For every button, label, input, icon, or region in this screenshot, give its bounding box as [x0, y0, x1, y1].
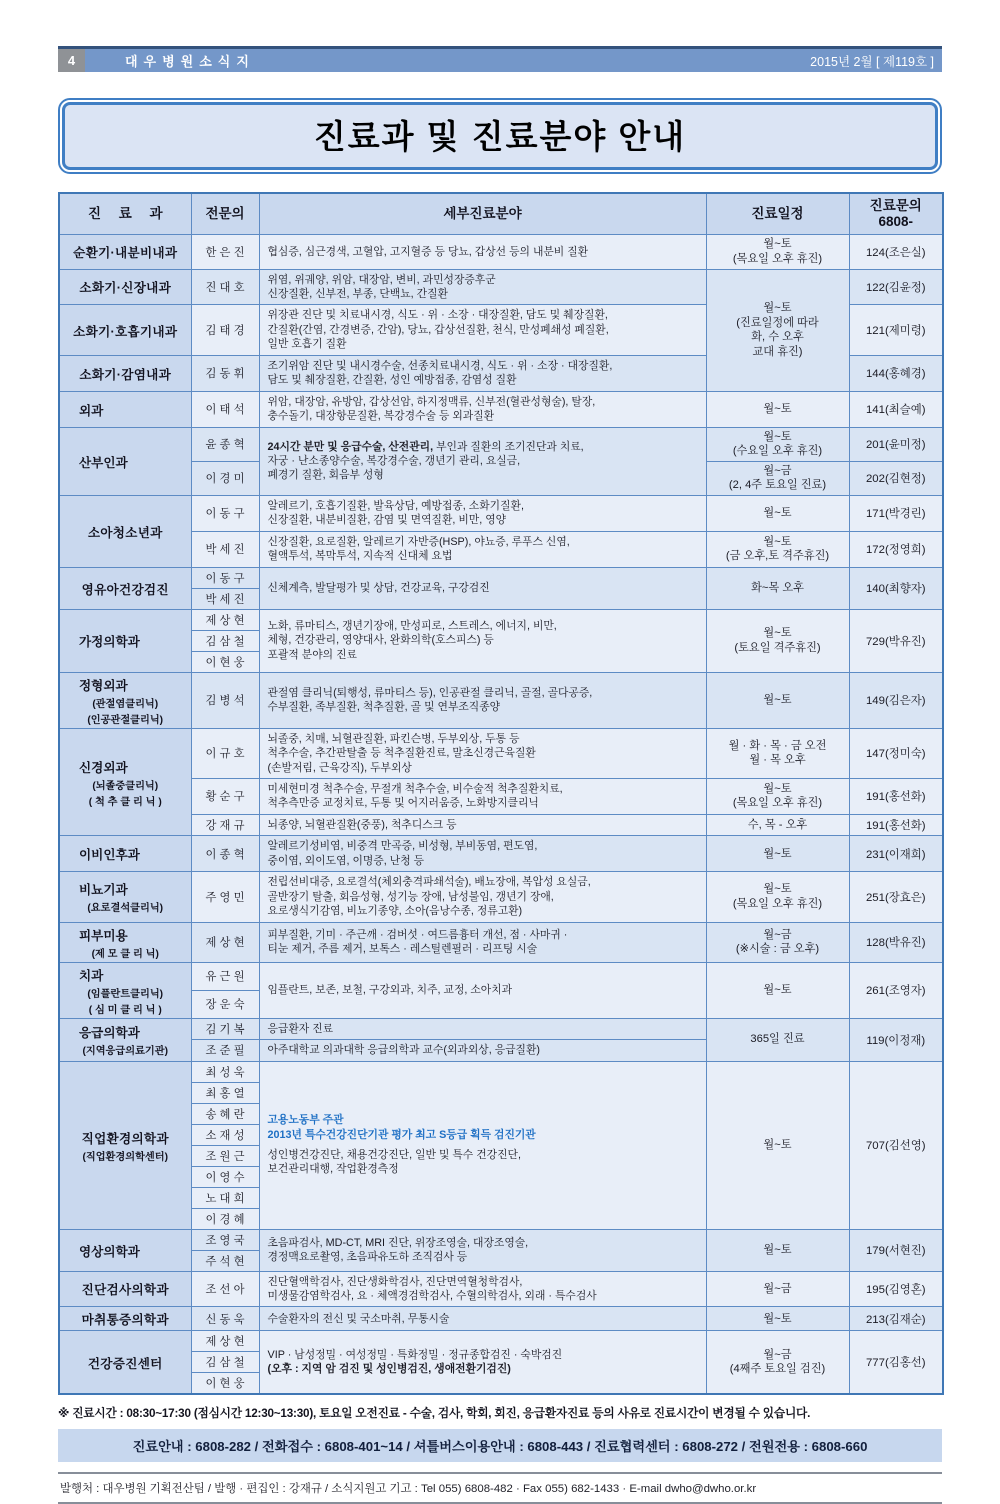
- column-header-2: 세부진료분야: [259, 193, 706, 235]
- page-title: 진료과 및 진료분야 안내: [62, 102, 938, 170]
- issue-label: 2015년 2월 [ 제119호 ]: [810, 54, 934, 69]
- schedule-cell: 월~토: [706, 672, 849, 728]
- hours-note: ※ 진료시간 : 08:30~17:30 (점심시간 12:30~13:30), 토요일 오전진료 - 수술, 검사, 학회, 회진, 응급환자진료 등의 사유로 진료시간이 변경될 수 있습니다.: [58, 1407, 811, 1421]
- contact-cell: 179(서현진): [849, 1229, 943, 1271]
- table-row: [59, 1018, 943, 1039]
- doctor-cell: 장 운 숙: [191, 990, 259, 1018]
- contact-cell: 213(김재순): [849, 1307, 943, 1331]
- doctor-cell: 제 상 현: [191, 609, 259, 630]
- schedule-cell: 월~토 (수요일 오후 휴진): [706, 427, 849, 461]
- publisher-footer: 발행처 : 대우병원 기획전산팀 / 발행 · 편집인 : 강재규 / 소식지원고 기고 : Tel 055) 6808-482 · Fax 055) 682-1433 · E-mail dwho@dwho.or.kr: [58, 1472, 942, 1504]
- column-header-0: 진 료 과: [59, 193, 191, 235]
- contact-cell: 121(제미령): [849, 305, 943, 355]
- doctor-cell: 김 삼 철: [191, 630, 259, 651]
- details-cell: 뇌졸중, 치매, 뇌혈관질환, 파킨슨병, 두부외상, 두통 등 척추수술, 추간판탈출 등 척추질환진료, 말초신경근육질환 (손발저림, 근육강직), 두부외상: [259, 728, 706, 778]
- doctor-cell: 조 준 필: [191, 1040, 259, 1061]
- table-row: [59, 269, 943, 305]
- table-row: [59, 1331, 943, 1352]
- details-cell: 신장질환, 요로질환, 알레르기 자반증(HSP), 야뇨증, 루푸스 신염, 혈액투석, 복막투석, 지속적 신대체 요법: [259, 531, 706, 567]
- department-cell: 직업환경의학과 (직업환경의학센터): [59, 1061, 191, 1229]
- doctor-cell: 이 규 호: [191, 728, 259, 778]
- contact-cell: 140(최향자): [849, 567, 943, 609]
- department-cell: 정형외과 (관절염클리닉) (인공관절클리닉): [59, 672, 191, 728]
- table-row: [59, 609, 943, 630]
- contact-cell: 172(정영희): [849, 531, 943, 567]
- table-row: [59, 1229, 943, 1250]
- department-cell: 신경외과 (뇌졸중클리닉) ( 척 추 클 리 닉 ): [59, 728, 191, 836]
- table-row: [59, 872, 943, 922]
- details-cell: 위염, 위궤양, 위암, 대장암, 변비, 과민성장증후군 신장질환, 신부전, 부종, 단백뇨, 간질환: [259, 269, 706, 305]
- doctor-cell: 강 재 규: [191, 814, 259, 835]
- table-header-row: [59, 193, 943, 235]
- doctor-cell: 최 성 욱: [191, 1061, 259, 1082]
- details-cell: 피부질환, 기미 · 주근깨 · 검버섯 · 여드름흉터 개선, 점 · 사마귀 · 티눈 제거, 주름 제거, 보톡스 · 레스틸렌필러 · 리프팅 시술: [259, 922, 706, 962]
- doctor-cell: 김 동 휘: [191, 355, 259, 391]
- details-cell: 임플란트, 보존, 보철, 구강외과, 치주, 교정, 소아치과: [259, 962, 706, 1018]
- contact-cell: 195(김영혼): [849, 1271, 943, 1307]
- department-cell: 영유아건강검진: [59, 567, 191, 609]
- doctor-cell: 송 혜 란: [191, 1103, 259, 1124]
- schedule-cell: 월~금 (2, 4주 토요일 진료): [706, 461, 849, 495]
- table-row: [59, 728, 943, 778]
- doctor-cell: 윤 종 혁: [191, 427, 259, 461]
- doctor-cell: 이 경 혜: [191, 1208, 259, 1229]
- table-row: [59, 567, 943, 588]
- details-cell: 협심증, 심근경색, 고혈압, 고지혈증 등 당뇨, 갑상선 등의 내분비 질환: [259, 235, 706, 269]
- doctor-cell: 김 기 복: [191, 1018, 259, 1039]
- department-cell: 이비인후과: [59, 836, 191, 872]
- schedule-cell: 월~금: [706, 1271, 849, 1307]
- doctor-cell: 조 원 근: [191, 1145, 259, 1166]
- table-row: [59, 427, 943, 461]
- schedule-cell: 월~토 (목요일 오후 휴진): [706, 872, 849, 922]
- doctor-cell: 이 현 웅: [191, 1373, 259, 1395]
- page-number: 4: [58, 49, 85, 72]
- details-cell: 전립선비대증, 요로결석(체외충격파쇄석술), 배뇨장애, 복압성 요실금, 골반장기 탈출, 회음성형, 성기능 장애, 남성불임, 갱년기 장애, 요로생식기감염, 비뇨기종양, 소아(음낭수종, 정류고환): [259, 872, 706, 922]
- schedule-cell: 월~토 (토요일 격주휴진): [706, 609, 849, 672]
- doctor-cell: 조 선 아: [191, 1271, 259, 1307]
- table-row: [59, 495, 943, 531]
- contact-cell: 144(홍혜경): [849, 355, 943, 391]
- details-cell: 위암, 대장암, 유방암, 갑상선암, 하지정맥류, 신부전(혈관성형술), 탈장, 충수돌기, 대장항문질환, 복강경수술 등 외과질환: [259, 391, 706, 427]
- department-cell: 소아청소년과: [59, 495, 191, 567]
- schedule-cell: 월~토: [706, 1307, 849, 1331]
- table-row: [59, 1307, 943, 1331]
- departments-table: [58, 192, 944, 1395]
- doctor-cell: 이 태 석: [191, 391, 259, 427]
- schedule-cell: 월~금 (4째주 토요일 검진): [706, 1331, 849, 1395]
- contact-cell: 171(박경린): [849, 495, 943, 531]
- contact-cell: 119(이정재): [849, 1018, 943, 1061]
- contact-cell: 231(이재희): [849, 836, 943, 872]
- contact-cell: 202(김현정): [849, 461, 943, 495]
- schedule-cell: 수, 목 - 오후: [706, 814, 849, 835]
- column-header-4: 진료문의 6808-: [849, 193, 943, 235]
- doctor-cell: 박 세 진: [191, 588, 259, 609]
- doctor-cell: 신 동 욱: [191, 1307, 259, 1331]
- column-header-1: 전문의: [191, 193, 259, 235]
- doctor-cell: 김 병 석: [191, 672, 259, 728]
- doctor-cell: 김 태 경: [191, 305, 259, 355]
- department-cell: 소화기·신장내과: [59, 269, 191, 305]
- table-row: [59, 962, 943, 990]
- contact-cell: 251(장효은): [849, 872, 943, 922]
- contact-cell: 729(박유진): [849, 609, 943, 672]
- schedule-cell: 월~토 (진료일정에 따라 화, 수 오후 교대 휴진): [706, 269, 849, 391]
- details-cell: 수술환자의 전신 및 국소마취, 무통시술: [259, 1307, 706, 1331]
- doctor-cell: 이 동 구: [191, 567, 259, 588]
- contact-numbers-band: 진료안내 : 6808-282 / 전화접수 : 6808-401~14 / 셔틀버스이용안내 : 6808-443 / 진료협력센터 : 6808-272 / 전원전용 : 6808-660: [58, 1429, 942, 1462]
- table-row: [59, 235, 943, 269]
- schedule-cell: 월~토: [706, 495, 849, 531]
- department-cell: 영상의학과: [59, 1229, 191, 1271]
- department-cell: 건강증진센터: [59, 1331, 191, 1395]
- schedule-cell: 월~토: [706, 836, 849, 872]
- doctor-cell: 이 종 혁: [191, 836, 259, 872]
- schedule-cell: 화~목 오후: [706, 567, 849, 609]
- schedule-cell: 월~토 (목요일 오후 휴진): [706, 235, 849, 269]
- contact-cell: 261(조영자): [849, 962, 943, 1018]
- details-cell: 관절염 클리닉(퇴행성, 류마티스 등), 인공관절 클리닉, 골절, 골다공증, 수부질환, 족부질환, 척추질환, 골 및 연부조직종양: [259, 672, 706, 728]
- contact-cell: 122(김윤정): [849, 269, 943, 305]
- contact-cell: 201(윤미정): [849, 427, 943, 461]
- schedule-cell: 월~토 (금 오후,토 격주휴진): [706, 531, 849, 567]
- contact-cell: 149(김은자): [849, 672, 943, 728]
- department-cell: 치과 (임플란트클리닉) ( 심 미 클 리 닉 ): [59, 962, 191, 1018]
- department-cell: 순환기·내분비내과: [59, 235, 191, 269]
- details-cell: 위장관 진단 및 치료내시경, 식도 · 위 · 소장 · 대장질환, 담도 및 췌장질환, 간질환(간염, 간경변증, 간암), 당뇨, 갑상선질환, 천식, 만성폐쇄성 폐질환, 일반 호흡기 질환: [259, 305, 706, 355]
- doctor-cell: 주 석 현: [191, 1250, 259, 1271]
- doctor-cell: 김 삼 철: [191, 1352, 259, 1373]
- doctor-cell: 제 상 현: [191, 1331, 259, 1352]
- title-box: [58, 98, 942, 174]
- schedule-cell: 월~토 (목요일 오후 휴진): [706, 779, 849, 815]
- details-cell: 응급환자 진료: [259, 1018, 706, 1039]
- details-cell: 미세현미경 척추수술, 무절개 척추수술, 비수술적 척추질환치료, 척추측만증 교정치료, 두통 및 어지러움증, 노화방지클리닉: [259, 779, 706, 815]
- contact-cell: 777(김홍선): [849, 1331, 943, 1395]
- table-row: [59, 922, 943, 962]
- details-cell: 조기위암 진단 및 내시경수술, 선종치료내시경, 식도 · 위 · 소장 · 대장질환, 담도 및 췌장질환, 간질환, 성인 예방접종, 감염성 질환: [259, 355, 706, 391]
- table-row: [59, 779, 943, 815]
- details-cell: VIP · 남성정밀 · 여성정밀 · 특화정밀 · 정규종합검진 · 숙박검진 (오후 : 지역 암 검진 및 성인병검진, 생애전환기검진): [259, 1331, 706, 1395]
- details-cell: 초음파검사, MD-CT, MRI 진단, 위장조영술, 대장조영술, 경정맥요로촬영, 초음파유도하 조직검사 등: [259, 1229, 706, 1271]
- contact-cell: 147(정미숙): [849, 728, 943, 778]
- details-cell: 노화, 류마티스, 갱년기장애, 만성피로, 스트레스, 에너지, 비만, 체형, 건강관리, 영양대사, 완화의학(호스피스) 등 포괄적 분야의 진료: [259, 609, 706, 672]
- details-cell: 뇌종양, 뇌혈관질환(중풍), 척추디스크 등: [259, 814, 706, 835]
- schedule-cell: 월 · 화 · 목 · 금 오전 월 · 목 오후: [706, 728, 849, 778]
- doctor-cell: 이 현 웅: [191, 651, 259, 672]
- doctor-cell: 박 세 진: [191, 531, 259, 567]
- doctor-cell: 진 대 호: [191, 269, 259, 305]
- contact-cell: 707(김선영): [849, 1061, 943, 1229]
- department-cell: 마취통증의학과: [59, 1307, 191, 1331]
- table-row: [59, 531, 943, 567]
- doctor-cell: 주 영 민: [191, 872, 259, 922]
- contact-cell: 124(조은실): [849, 235, 943, 269]
- details-cell: 고용노동부 주관 2013년 특수건강진단기관 평가 최고 S등급 획득 검진기관 성인병건강진단, 채용건강진단, 일반 및 특수 건강진단, 보건관리대행, 작업환경측정: [259, 1061, 706, 1229]
- column-header-3: 진료일정: [706, 193, 849, 235]
- department-cell: 소화기·감염내과: [59, 355, 191, 391]
- department-cell: 비뇨기과 (요로결석클리닉): [59, 872, 191, 922]
- department-cell: 소화기·호흡기내과: [59, 305, 191, 355]
- details-cell: 알레르기, 호흡기질환, 발육상담, 예방접종, 소화기질환, 신장질환, 내분비질환, 감염 및 면역질환, 비만, 영양: [259, 495, 706, 531]
- doctor-cell: 유 근 원: [191, 962, 259, 990]
- department-cell: 피부미용 (제 모 클 리 닉): [59, 922, 191, 962]
- doctor-cell: 최 홍 열: [191, 1082, 259, 1103]
- department-cell: 외과: [59, 391, 191, 427]
- schedule-cell: 월~토: [706, 391, 849, 427]
- schedule-cell: 월~토: [706, 962, 849, 1018]
- doctor-cell: 이 동 구: [191, 495, 259, 531]
- department-cell: 가정의학과: [59, 609, 191, 672]
- table-row: [59, 836, 943, 872]
- contact-cell: 128(박유진): [849, 922, 943, 962]
- newsletter-title: 대우병원소식지: [125, 54, 255, 69]
- department-cell: 산부인과: [59, 427, 191, 495]
- doctor-cell: 노 대 희: [191, 1187, 259, 1208]
- details-cell: 알레르기성비염, 비중격 만곡증, 비성형, 부비동염, 편도염, 중이염, 외이도염, 이명증, 난청 등: [259, 836, 706, 872]
- contact-cell: 141(최슬예): [849, 391, 943, 427]
- details-cell: 신체계측, 발달평가 및 상담, 건강교육, 구강검진: [259, 567, 706, 609]
- doctor-cell: 제 상 현: [191, 922, 259, 962]
- contact-cell: 191(홍선화): [849, 814, 943, 835]
- department-cell: 응급의학과 (지역응급의료기관): [59, 1018, 191, 1061]
- table-row: [59, 1271, 943, 1307]
- table-row: [59, 1061, 943, 1082]
- details-cell: 24시간 분만 및 응급수술, 산전관리, 부인과 질환의 조기진단과 치료, 자궁 · 난소종양수술, 복강경수술, 갱년기 관리, 요실금, 폐경기 질환, 회음부 성형: [259, 427, 706, 495]
- doctor-cell: 한 은 진: [191, 235, 259, 269]
- table-row: [59, 814, 943, 835]
- doctor-cell: 이 경 미: [191, 461, 259, 495]
- schedule-cell: 365일 진료: [706, 1018, 849, 1061]
- page-header-bar: [58, 46, 942, 72]
- table-row: [59, 672, 943, 728]
- department-cell: 진단검사의학과: [59, 1271, 191, 1307]
- schedule-cell: 월~토: [706, 1229, 849, 1271]
- schedule-cell: 월~금 (※시술 : 금 오후): [706, 922, 849, 962]
- schedule-cell: 월~토: [706, 1061, 849, 1229]
- table-row: [59, 391, 943, 427]
- details-cell: 진단혈액학검사, 진단생화학검사, 진단면역혈청학검사, 미생물감염학검사, 요 · 체액경검학검사, 수혈의학검사, 외래 · 특수검사: [259, 1271, 706, 1307]
- doctor-cell: 소 재 성: [191, 1124, 259, 1145]
- doctor-cell: 이 영 수: [191, 1166, 259, 1187]
- doctor-cell: 황 순 구: [191, 779, 259, 815]
- details-cell: 아주대학교 의과대학 응급의학과 교수(외과외상, 응급질환): [259, 1040, 706, 1061]
- contact-cell: 191(홍선화): [849, 779, 943, 815]
- doctor-cell: 조 영 국: [191, 1229, 259, 1250]
